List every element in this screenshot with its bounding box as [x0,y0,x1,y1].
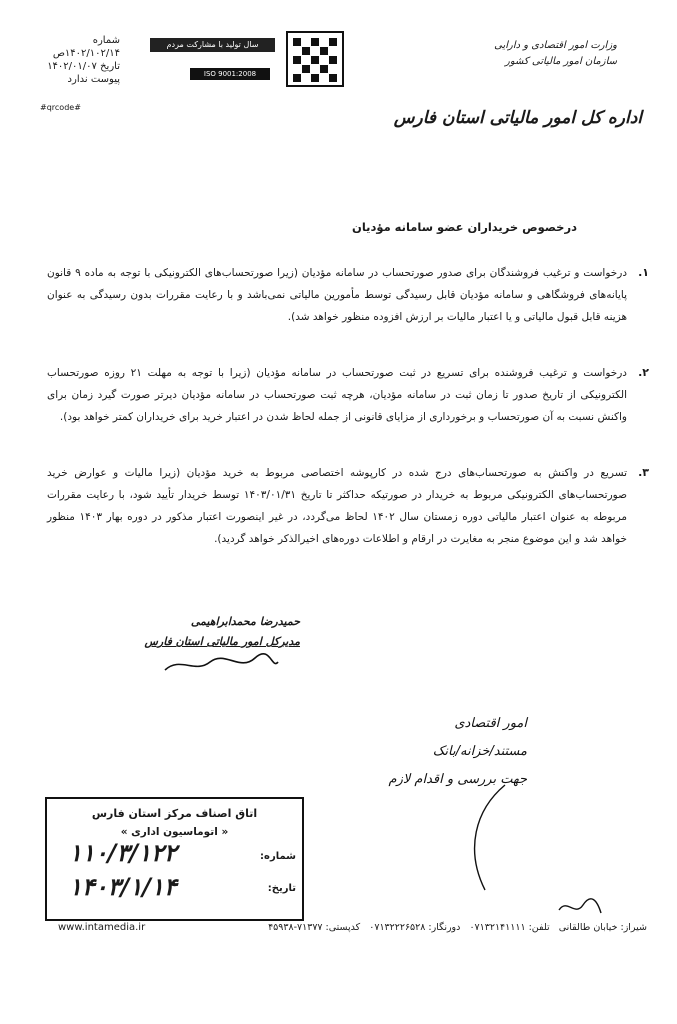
signer-title: مدیرکل امور مالیاتی استان فارس [144,635,300,648]
signature-block [100,612,300,652]
slogan-banner: سال تولید با مشارکت مردم [150,38,275,52]
signature-scrawl-icon [160,652,280,677]
handwritten-arc-icon [455,780,515,900]
signer-name: حمیدرضا محمدابراهیمی [190,615,300,628]
paragraph-number: ۱. [638,266,649,279]
registration-stamp: اتاق اصناف مرکز استان فارس « اتوماسیون اداری » شماره: ۱۱۰/۳/۱۲۲ تاریخ: ۱۴۰۳/۱/۱۴ [45,797,304,921]
letter-date: تاریخ ۱۴۰۲/۰۱/۰۷ [47,61,120,72]
stamp-date: ۱۴۰۳/۱/۱۴ [69,873,177,901]
tax-organization-emblem-icon [285,30,345,88]
paragraph-1: ۱. درخواست و ترغیب فروشندگان برای صدور صورتحساب در سامانه مؤدیان (زیرا صورتحساب‌های الکترونیکی با توجه به ماده ۹ قانون پایانه‌های فروشگاهی و سامانه مؤدیان قابل رسیدگی توسط مأمورین مالیاتی نمی‌باشد و با رعایت مقررات بدون رسیدگی به عنوان هزینه قابل قبول مالیاتی و یا اعتبار مالیات بر ارزش افزوده منظور خواهد شد). [47,262,627,328]
letter-number: شماره ۱۴۰۲/۱۰۲/۱۴ص [52,35,120,59]
paragraph-number: ۲. [638,366,649,379]
stamp-number: ۱۱۰/۳/۱۲۲ [69,839,177,867]
letter-attachment: پیوست ندارد [67,74,120,85]
iso-badge: ISO 9001:2008 [190,68,270,80]
paragraph-number: ۳. [638,466,649,479]
letter-meta [30,34,120,86]
letterhead [150,30,450,80]
handwritten-referral: امور اقتصادی مستند/خزانه/بانک جهت بررسی و اقدام لازم [388,716,527,787]
qr-placeholder: #qrcode# [40,103,81,112]
footer-website: www.intamedia.ir [58,922,146,933]
office-title: اداره کل امور مالیاتی استان فارس [393,108,642,128]
letter-subject: درخصوص خریداران عضو سامانه مؤدیان [352,220,577,234]
handwritten-initial-icon [555,895,605,920]
ministry-name: وزارت امور اقتصادی و دارایی سازمان امور مالیاتی کشور [494,40,617,67]
paragraph-2: ۲. درخواست و ترغیب فروشنده برای تسریع در ثبت صورتحساب در سامانه مؤدیان (زیرا با توجه به مهلت ۲۱ روزه صورتحساب الکترونیکی از تاریخ صدور تا زمان ثبت در سامانه مؤدیان، هرچه ثبت صورتحساب در سامانه مؤدیان دیرتر صورت گیرد زمان برای واکنش نسبت به آن صورتحساب و برخورداری از مزایای قانونی از جمله لحاظ شدن در اعتبار خرید برای خریداران کمتر خواهد بود). [47,362,627,428]
paragraph-3: ۳. تسریع در واکنش به صورتحساب‌های درج شده در کارپوشه اختصاصی مربوط به خرید مؤدیان (زیرا مالیات و عوارض خرید صورتحساب‌های الکترونیکی مربوط به خریدار در صورتیکه حداکثر تا تاریخ ۱۴۰۳/۰۱/۳۱ توسط خریدار تأیید شود، با رعایت مقررات مربوطه به عنوان اعتبار مالیاتی دوره زمستان سال ۱۴۰۲ لحاظ می‌گردد، در غیر اینصورت اعتبار مذکور در دوره بهار ۱۴۰۳ منظور خواهد شد و این موضوع منجر به مغایرت در ارقام و اطلاعات دوره‌های اخیرالذکر خواهد گردید). [47,462,627,550]
footer-contact: شیراز: خیابان طالقانی تلفن: ۰۷۱۳۲۱۴۱۱۱۱ دورنگار: ۰۷۱۳۲۲۲۶۵۲۸ کدپستی: ۷۱۳۷۷-۴۵۹۳۸ [268,922,647,933]
